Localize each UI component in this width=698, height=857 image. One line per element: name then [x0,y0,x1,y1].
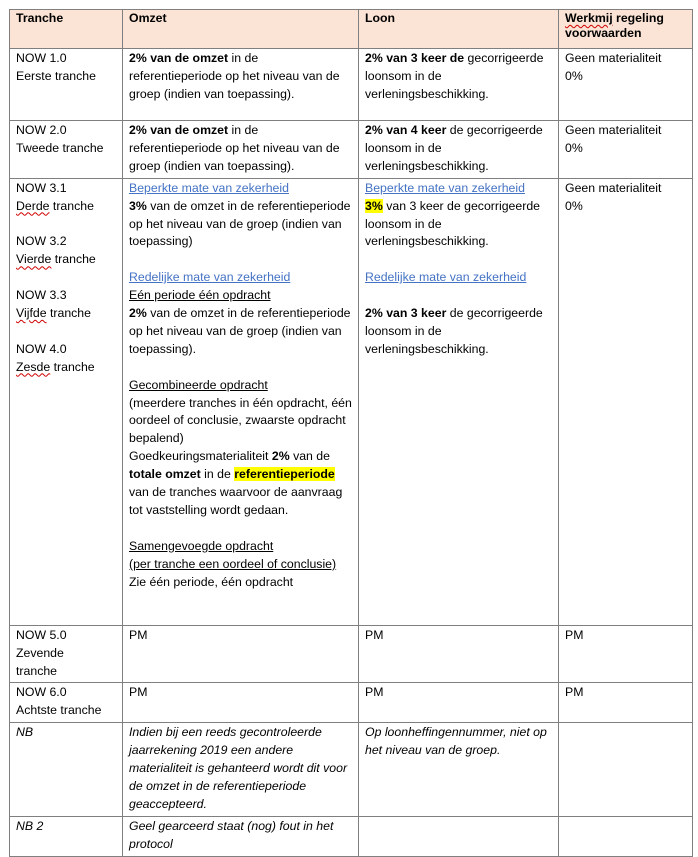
table-row [10,723,693,817]
goedkeuring-pct: 2% [271,449,290,464]
tranche-name: tranche [16,663,58,678]
omzet-cell [123,816,359,856]
loon-pct-highlight: 3% [365,198,383,213]
tranche-word: Vierde [16,252,52,267]
werkmij-cell: PM [559,683,693,723]
tranche-word: Derde [16,198,50,213]
tranche-name: Achtste tranche [16,703,102,718]
omzet-pct: 2% [129,306,147,321]
tranche-name: Tweede tranche [16,140,104,155]
loon-cell [359,723,559,817]
loon-cell [359,816,559,856]
tranche-word: Zesde [16,359,51,374]
tranche-cell [10,683,123,723]
werkmij-text: Geen materialiteit [565,180,662,195]
omzet-cell [123,723,359,817]
goedkeuring-label: Goedkeuringsmaterialiteit [129,449,269,464]
tranche-rest: tranche [49,306,91,321]
loon-bold: 2% van 4 keer [365,123,447,137]
beperkte-zekerheid-link[interactable]: Beperkte mate van zekerheid [365,180,525,195]
loon-text: de gecorrigeerde loonsom in de verleningsbeschikking. [365,123,543,173]
werkmij-text: Geen materialiteit [565,123,662,137]
referentieperiode-highlight: referentieperiode [234,467,335,482]
loon-text: gecorrigeerde loonsom in de verleningsbeschikking. [365,51,544,101]
table-row [10,683,693,723]
loon-cell [359,121,559,179]
table-row [10,49,693,121]
tranche-rest: tranche [53,359,95,374]
tranche-cell [10,178,123,625]
table-row [10,625,693,683]
tranche-code: NOW 3.1 [16,180,67,195]
beperkte-zekerheid-link[interactable]: Beperkte mate van zekerheid [129,180,289,195]
omzet-pct: 3% [129,198,147,213]
header-loon: Loon [359,10,559,49]
werkmij-pct: 0% [565,198,583,213]
tranche-name: Zevende [16,645,64,660]
header-werkmij-word: Werkmij [565,11,613,25]
tranche-rest: tranche [52,198,94,213]
omzet-cell: PM [123,683,359,723]
loon-cell [359,49,559,121]
loon-bold: 2% van 3 keer de [365,51,465,65]
tranche-name: Eerste tranche [16,68,96,83]
tranche-cell [10,49,123,121]
nb2-note: Geel gearceerd staat (nog) fout in het protocol [129,818,334,851]
tranche-code: NOW 2.0 [16,123,67,137]
tranche-code: NOW 4.0 [16,341,67,356]
tranche-code: NOW 1.0 [16,51,67,65]
omzet-text: in de referentieperiode op het niveau van de groep (indien van toepassing). [129,51,340,101]
werkmij-cell [559,178,693,625]
werkmij-cell [559,723,693,817]
omzet-cell [123,121,359,179]
table-row [10,178,693,625]
werkmij-cell [559,121,693,179]
gecombineerde-heading: Gecombineerde opdracht [129,377,268,392]
omzet-cell: PM [123,625,359,683]
tranche-cell [10,121,123,179]
tranche-code: NOW 5.0 [16,627,67,642]
loon-cell: PM [359,625,559,683]
werkmij-cell [559,49,693,121]
omzet-text: in de referentieperiode op het niveau van de groep (indien van toepassing). [129,123,340,173]
tranche-cell [10,816,123,856]
loon-bold: 2% van 3 keer [365,306,447,321]
header-tranche: Tranche [10,10,123,49]
werkmij-cell: PM [559,625,693,683]
header-werkmij-rest: regeling voorwaarden [565,11,664,40]
samengevoegde-text: (per tranche een oordeel of conclusie) [129,556,337,571]
connector-text: van de [293,449,330,464]
zie-text: Zie één periode, één opdracht [129,574,294,589]
loon-text: van 3 keer de gecorrigeerde loonsom in de verleningsbeschikking. [365,198,541,249]
nb-label: NB [16,725,34,740]
samengevoegde-heading: Samengevoegde opdracht [129,538,274,553]
werkmij-pct: 0% [565,140,583,155]
tranche-code: NOW 3.3 [16,288,67,303]
loon-cell: PM [359,683,559,723]
loon-cell [359,178,559,625]
redelijke-zekerheid-link[interactable]: Redelijke mate van zekerheid [129,270,291,285]
omzet-bold: 2% van de omzet [129,51,229,65]
table-row [10,121,693,179]
tranche-code: NOW 6.0 [16,685,67,700]
tranche-rest: tranche [54,252,96,267]
materiality-table [9,9,693,857]
tranche-cell [10,723,123,817]
redelijke-zekerheid-link[interactable]: Redelijke mate van zekerheid [365,270,527,285]
een-periode-heading: Eén periode één opdracht [129,288,271,303]
header-row [10,10,693,49]
nb2-label: NB 2 [16,818,44,833]
omzet-text: van de omzet in de referentieperiode op het niveau van de groep (indien van toepassing) [129,198,351,249]
gecombineerde-text: (meerdere tranches in één opdracht, één oordeel of conclusie, zwaarste opdracht bepalend) [129,395,352,446]
referentieperiode-text: van de tranches waarvoor de aanvraag tot vaststelling wordt gedaan. [129,485,343,517]
omzet-cell [123,178,359,625]
nb-loon-note: Op loonheffingennummer, niet op het niveau van de groep. [365,725,547,758]
omzet-bold: 2% van de omzet [129,123,229,137]
header-omzet: Omzet [123,10,359,49]
nb-omzet-note: Indien bij een reeds gecontroleerde jaarrekening 2019 een andere materialiteit is gehanteerd wordt dit voor de omzet in de referentieperiode geaccepteerd. [129,725,348,811]
totale-omzet: totale omzet [129,467,201,482]
werkmij-text: Geen materialiteit [565,51,662,65]
tranche-code: NOW 3.2 [16,234,67,249]
loon-text: de gecorrigeerde loonsom in de verleningsbeschikking. [365,306,543,356]
connector-text: in de [204,467,231,482]
table-row [10,816,693,856]
werkmij-pct: 0% [565,68,583,83]
omzet-text: van de omzet in de referentieperiode op het niveau van de groep (indien van toepassing). [129,306,351,356]
tranche-word: Vijfde [16,306,47,321]
omzet-cell [123,49,359,121]
header-werkmij [559,10,693,49]
tranche-cell [10,625,123,683]
werkmij-cell [559,816,693,856]
